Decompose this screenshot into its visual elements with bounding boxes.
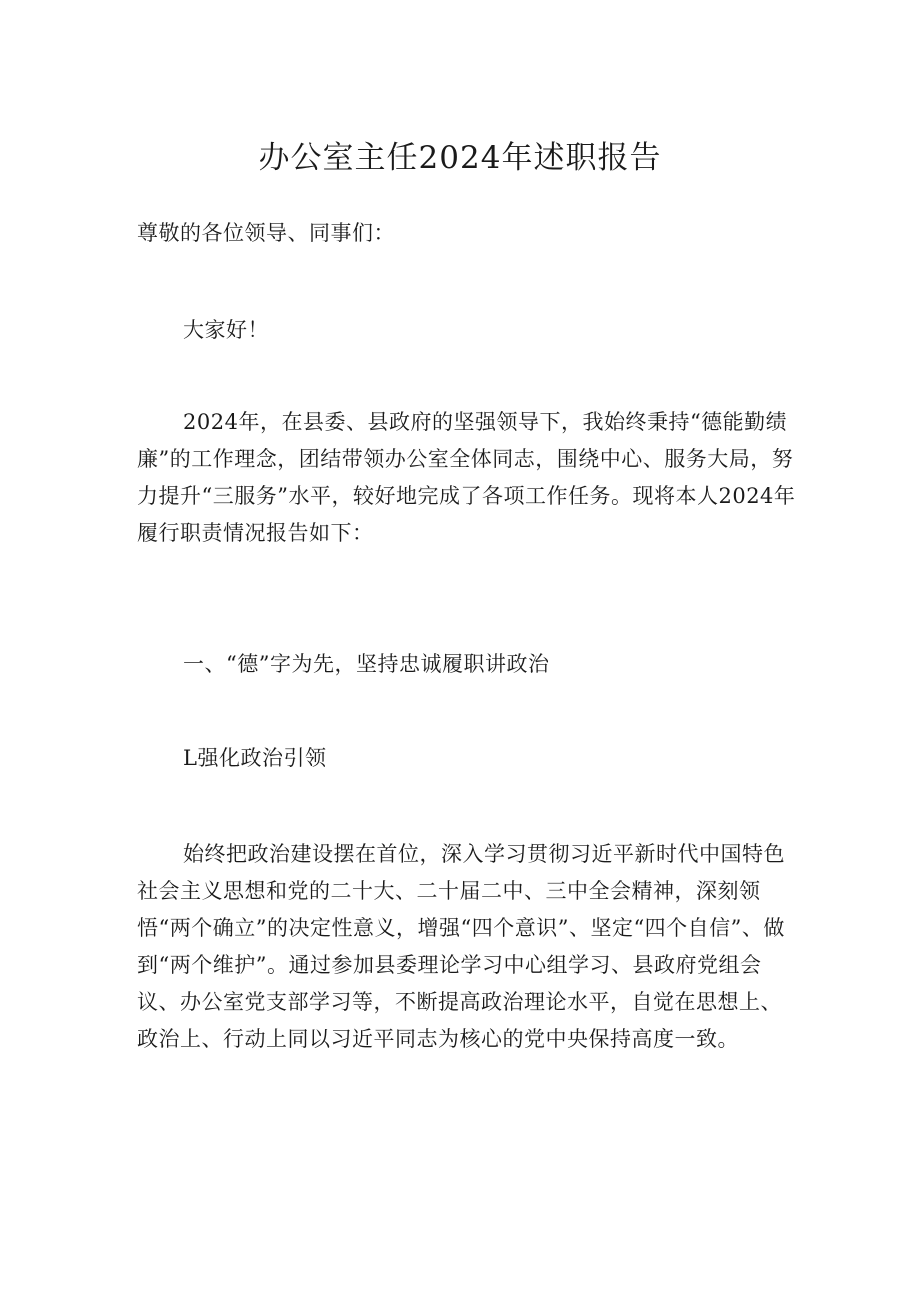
subsection-heading: L强化政治引领	[183, 746, 327, 770]
greeting: 大家好！	[183, 318, 269, 342]
intro-paragraph: 2024年，在县委、县政府的坚强领导下，我始终秉持“德能勤绩廉”的工作理念，团结带领办公室全体同志，围绕中心、服务大局，努力提升“三服务”水平，较好地完成了各项工作任务。现将本人2024年履行职责情况报告如下：	[137, 410, 796, 545]
section-heading: 一、“德”字为先，坚持忠诚履职讲政治	[183, 652, 550, 676]
body-paragraph: 始终把政治建设摆在首位，深入学习贯彻习近平新时代中国特色社会主义思想和党的二十大、二十届二中、三中全会精神，深刻领悟“两个确立”的决定性意义，增强“四个意识”、坚定“四个自信”、做到“两个维护”。通过参加县委理论学习中心组学习、县政府党组会议、办公室党支部学习等，不断提高政治理论水平，自觉在思想上、政治上、行动上同以习近平同志为核心的党中央保持高度一致。	[137, 842, 785, 1051]
salutation: 尊敬的各位领导、同事们：	[137, 221, 395, 245]
document-title: 办公室主任2024年述职报告	[258, 140, 662, 176]
